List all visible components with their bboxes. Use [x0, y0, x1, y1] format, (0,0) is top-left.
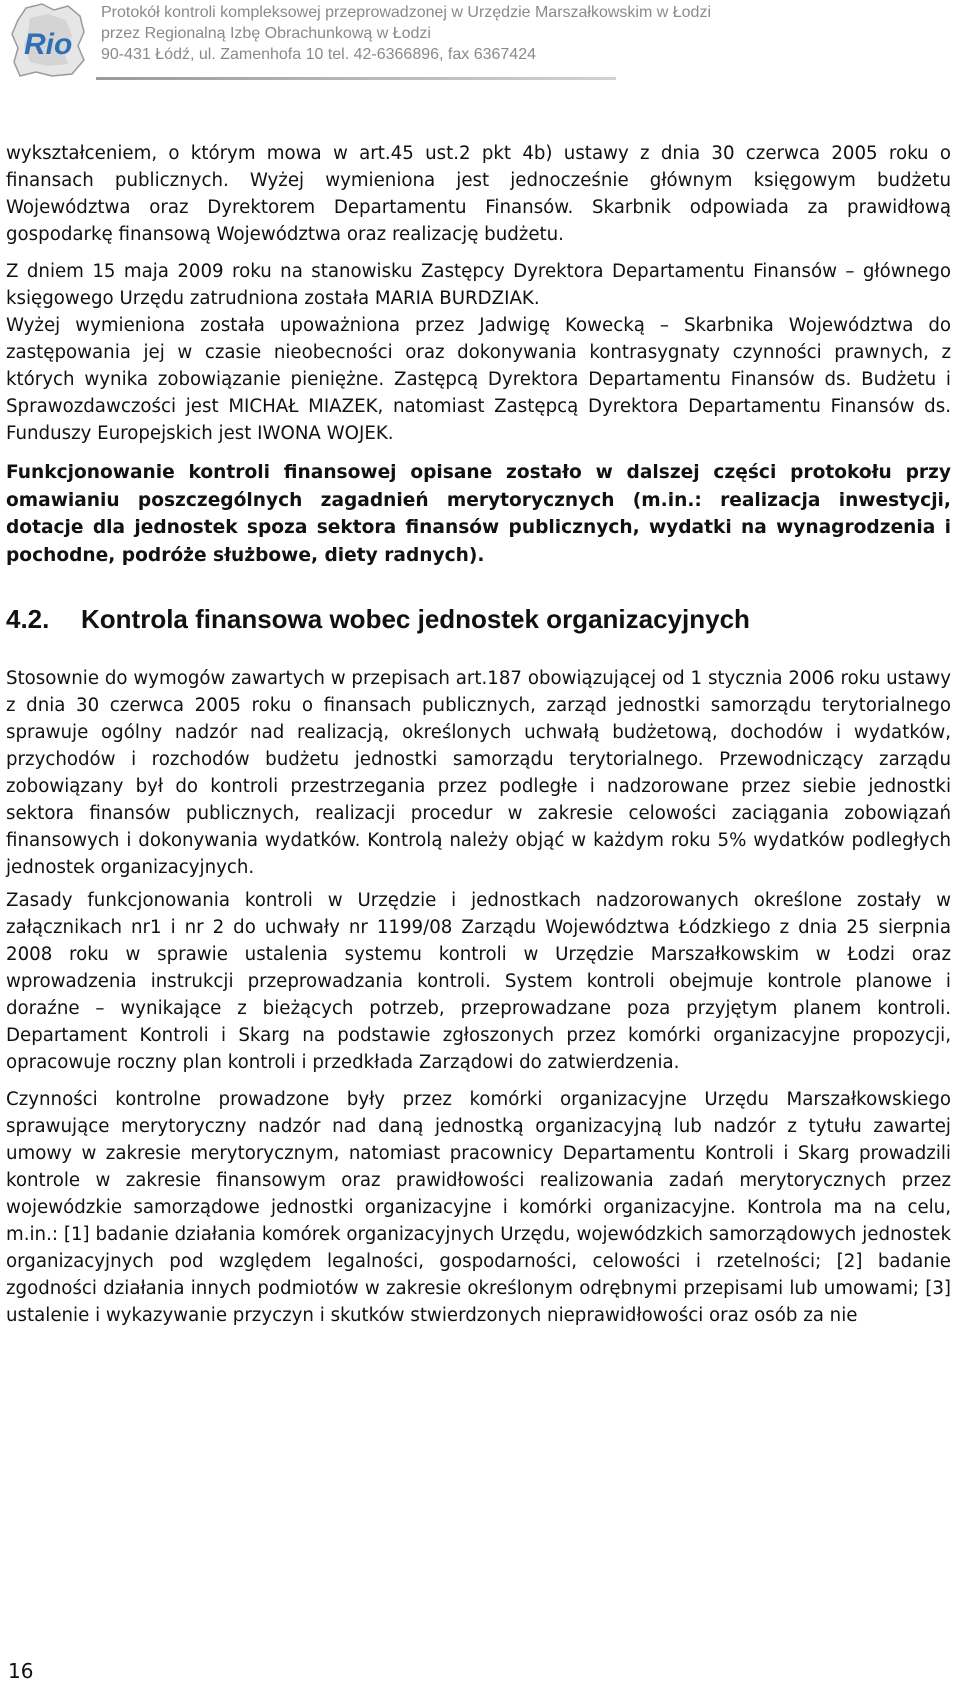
section-number: 4.2.: [6, 604, 50, 634]
paragraph-1: wykształceniem, o którym mowa w art.45 ust.2 pkt 4b) ustawy z dnia 30 czerwca 2005 roku o finansach publicznych. Wyżej wymieniona jest jednocześnie głównym księgowym budżetu Województwa oraz Dyrektorem Departamentu Finansów. Skarbnik odpowiada za prawidłową gospodarkę finansową Województwa oraz realizację budżetu.: [6, 143, 951, 245]
header-divider: [96, 77, 616, 80]
page-header: [0, 0, 960, 90]
header-line-3: 90-431 Łódź, ul. Zamenhofa 10 tel. 42-6366896, fax 6367424: [101, 46, 536, 63]
paragraph-3: Wyżej wymieniona została upoważniona przez Jadwigę Kowecką – Skarbnika Województwa do zastępowania jej w czasie nieobecności oraz dokonywania kontrasygnaty czynności prawnych, z których wynika zobowiązanie pieniężne. Zastępcą Dyrektora Departamentu Finansów ds. Budżetu i Sprawozdawczości jest MICHAŁ MIAZEK, natomiast Zastępcą Dyrektora Departamentu Finansów ds. Funduszy Europejskich jest IWONA WOJEK.: [6, 315, 951, 444]
paragraph-7: Czynności kontrolne prowadzone były przez komórki organizacyjne Urzędu Marszałkowskiego sprawujące merytoryczny nadzór nad daną jednostką organizacyjną lub nadzór z tytułu zawartej umowy w zakresie merytorycznym, natomiast pracownicy Departamentu Kontroli i Skarg prowadzili kontrole w zakresie finansowym oraz prawidłowości realizowania zadań merytorycznych przez wojewódzkie samorządowe jednostki organizacyjne i komórki organizacyjne. Kontrola ma na celu, m.in.: [1] badanie działania komórek organizacyjnych Urzędu, wojewódzkich samorządowych jednostek organizacyjnych pod względem legalności, gospodarności, celowości i rzetelności; [2] badanie zgodności działania innych podmiotów w zakresie określonym odrębnymi przepisami lub umowami; [3] ustalenie i wykazywanie przyczyn i skutków stwierdzonych nieprawidłowości oraz osób za nie: [6, 1089, 951, 1326]
paragraph-bold-note: Funkcjonowanie kontroli finansowej opisane zostało w dalszej części protokołu przy omawianiu poszczególnych zagadnień merytorycznych (m.in.: realizacja inwestycji, dotacje dla jednostek spoza sektora finansów publicznych, wydatki na wynagrodzenia i pochodne, podróże służbowe, diety radnych).: [6, 462, 951, 566]
header-line-2: przez Regionalną Izbę Obrachunkową w Łodzi: [101, 25, 431, 42]
section-heading: [6, 603, 951, 635]
page-number: 16: [8, 1659, 34, 1683]
paragraph-2: Z dniem 15 maja 2009 roku na stanowisku Zastępcy Dyrektora Departamentu Finansów – głównego księgowego Urzędu zatrudniona została MARIA BURDZIAK.: [6, 261, 951, 309]
header-line-1: Protokół kontroli kompleksowej przeprowadzonej w Urzędzie Marszałkowskim w Łodzi: [101, 4, 712, 21]
rio-logo: [8, 2, 90, 80]
section-title: Kontrola finansowa wobec jednostek organizacyjnych: [81, 604, 750, 634]
paragraph-6: Zasady funkcjonowania kontroli w Urzędzie i jednostkach nadzorowanych określone zostały w załącznikach nr1 i nr 2 do uchwały nr 1199/08 Zarządu Województwa Łódzkiego z dnia 25 sierpnia 2008 roku w sprawie ustalenia systemu kontroli w Urzędzie Marszałkowskim w Łodzi oraz wprowadzenia instrukcji przeprowadzania kontroli. System kontroli obejmuje kontrole planowe i doraźne – wynikające z bieżących potrzeb, przeprowadzane poza przyjętym planem kontroli. Departament Kontroli i Skarg na podstawie zgłoszonych przez komórki organizacyjne propozycji, opracowuje roczny plan kontroli i przedkłada Zarządowi do zatwierdzenia.: [6, 890, 951, 1073]
header-text: [101, 2, 951, 65]
document-body: [6, 140, 951, 1329]
paragraph-5: Stosownie do wymogów zawartych w przepisach art.187 obowiązującej od 1 stycznia 2006 roku ustawy z dnia 30 czerwca 2005 roku o finansach publicznych, zarząd jednostki samorządu terytorialnego sprawuje ogólny nadzór nad realizacją, określonych uchwałą budżetową, dochodów i wydatków, przychodów i rozchodów budżetu jednostki samorządu terytorialnego. Przewodniczący zarządu zobowiązany był do kontroli przestrzegania przez podległe i nadzorowane przez siebie jednostki sektora finansów publicznych, realizacji procedur w zakresie celowości zaciągania zobowiązań finansowych i dokonywania wydatków. Kontrolą należy objąć w każdym roku 5% wydatków podległych jednostek organizacyjnych.: [6, 668, 951, 878]
logo-lettering: Rio: [24, 28, 73, 61]
